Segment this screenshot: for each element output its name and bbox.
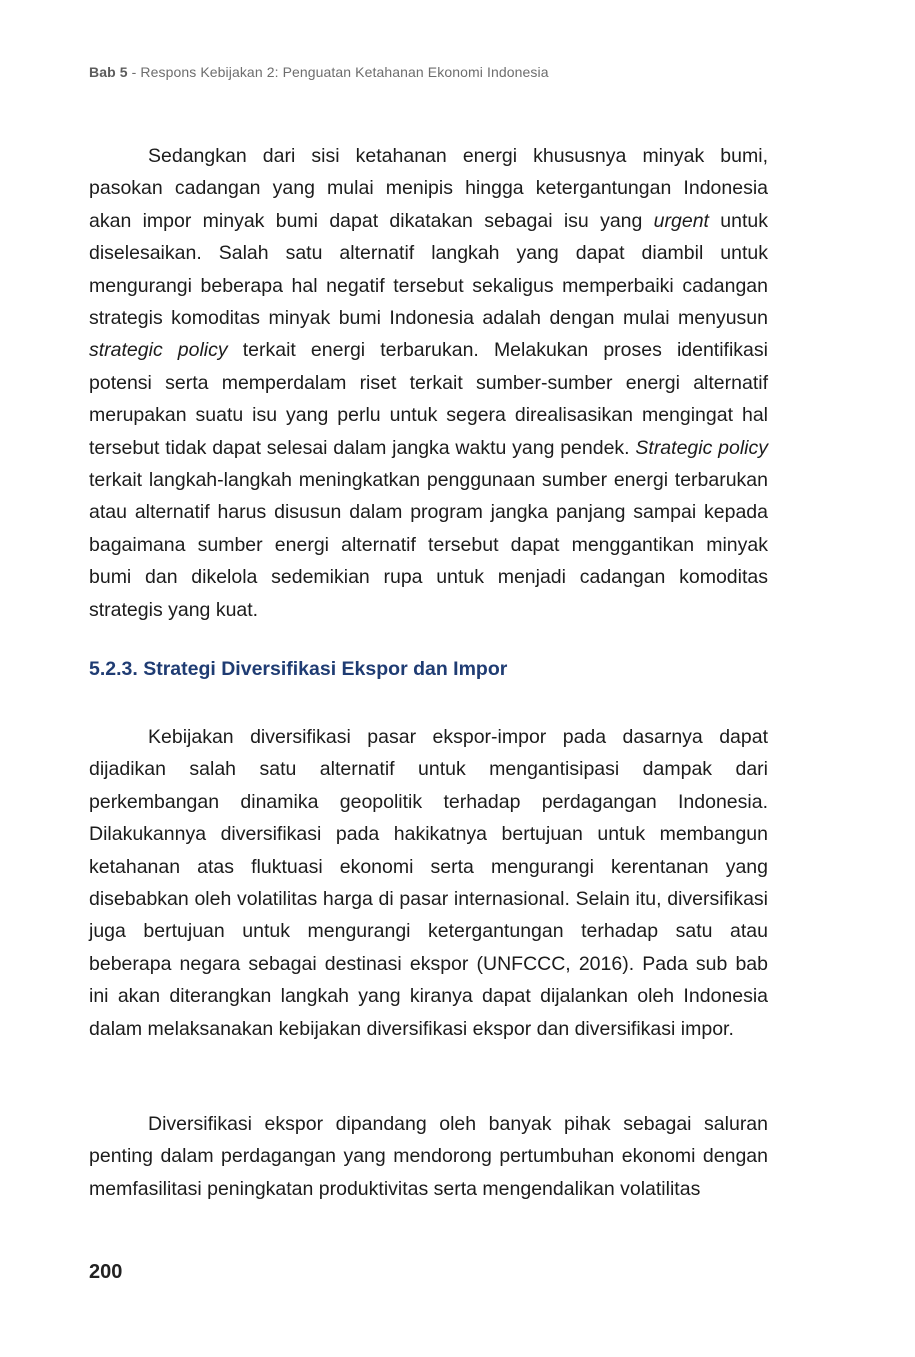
italic-term: Strategic policy — [635, 436, 768, 459]
paragraph-segment: terkait energi terbarukan. Melakukan proses identifikasi potensi serta memperdalam riset terkait sumber-sumber energi alternatif merupakan suatu isu yang perlu untuk segera direalisasikan mengingat hal tersebut tidak dapat selesai dalam jangka waktu yang pendek. — [89, 339, 768, 459]
italic-term: urgent — [653, 209, 709, 232]
paragraph-text: Diversifikasi ekspor dipandang oleh banyak pihak sebagai saluran penting dalam perdagangan yang mendorong pertumbuhan ekonomi dengan memfasilitasi peningkatan produktivitas serta mengendalikan volatilitas — [89, 1113, 768, 1200]
paragraph-energy-resilience — [89, 140, 768, 626]
paragraph-segment: untuk diselesaikan. Salah satu alternatif langkah yang dapat diambil untuk mengurangi beberapa hal negatif tersebut sekaligus memperbaiki cadangan strategis komoditas minyak bumi Indonesia adalah dengan mulai menyusun — [89, 209, 768, 330]
paragraph-text — [89, 140, 768, 626]
running-header — [89, 64, 549, 80]
paragraph-export-diversification — [89, 1108, 768, 1205]
paragraph-segment: terkait langkah-langkah meningkatkan penggunaan sumber energi terbarukan atau alternatif harus disusun dalam program jangka panjang sampai kepada bagaimana sumber energi alternatif tersebut dapat menggantikan minyak bumi dan dikelola sedemikian rupa untuk menjadi cadangan komoditas strategis yang kuat. — [89, 469, 768, 621]
chapter-label: Bab 5 — [89, 64, 128, 80]
header-separator: - — [127, 64, 141, 80]
section-heading: 5.2.3. Strategi Diversifikasi Ekspor dan Impor — [89, 658, 508, 680]
paragraph-segment: Sedangkan dari sisi ketahanan energi khususnya minyak bumi, pasokan cadangan yang mulai menipis hingga ketergantungan Indonesia akan impor minyak bumi dapat dikatakan sebagai isu yang — [89, 145, 768, 232]
page-number: 200 — [89, 1261, 123, 1283]
paragraph-diversification-policy — [89, 721, 768, 1045]
chapter-title: Respons Kebijakan 2: Penguatan Ketahanan Ekonomi Indonesia — [140, 64, 549, 80]
paragraph-text: Kebijakan diversifikasi pasar ekspor-impor pada dasarnya dapat dijadikan salah satu alternatif untuk mengantisipasi dampak dari perkembangan dinamika geopolitik terhadap perdagangan Indonesia. Dilakukannya diversifikasi pada hakikatnya bertujuan untuk membangun ketahanan atas fluktuasi ekonomi serta mengurangi kerentanan yang disebabkan oleh volatilitas harga di pasar internasional. Selain itu, diversifikasi juga bertujuan untuk mengurangi ketergantungan terhadap satu atau beberapa negara sebagai destinasi ekspor (UNFCCC, 2016). Pada sub bab ini akan diterangkan langkah yang kiranya dapat dijalankan oleh Indonesia dalam melaksanakan kebijakan diversifikasi ekspor dan diversifikasi impor. — [89, 726, 768, 1040]
italic-term: strategic policy — [89, 339, 228, 362]
